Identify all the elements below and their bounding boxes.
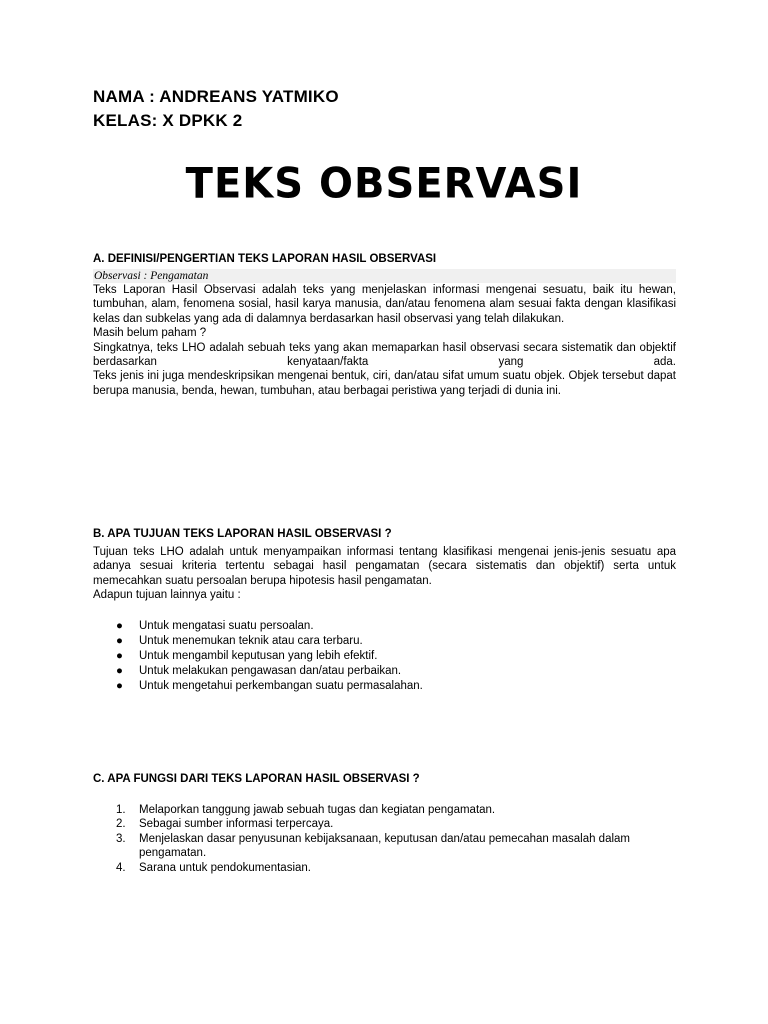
name-line: NAMA : ANDREANS YATMIKO	[93, 87, 339, 106]
section-b	[93, 527, 676, 694]
bullet-icon: ●	[116, 649, 123, 662]
section-a-heading: A. DEFINISI/PENGERTIAN TEKS LAPORAN HASIL OBSERVASI	[93, 253, 437, 265]
bullet-icon: ●	[116, 664, 123, 677]
section-c	[93, 772, 676, 875]
list-item: ● Untuk mengatasi suatu persoalan.	[116, 619, 314, 632]
list-item: ● Untuk mengambil keputusan yang lebih efektif.	[116, 649, 378, 662]
list-item: ● Untuk menemukan teknik atau cara terbaru.	[116, 634, 363, 647]
section-a-paragraph-4: Teks jenis ini juga mendeskripsikan mengenai bentuk, ciri, dan/atau sifat umum suatu objek. Objek tersebut dapat berupa manusia, benda, hewan, tumbuhan, atau berbagai peristiwa yang terjadi di dunia ini.	[93, 370, 676, 397]
bullet-icon: ●	[116, 634, 123, 647]
section-b-paragraph-1: Tujuan teks LHO adalah untuk menyampaikan informasi tentang klasifikasi mengenai jenis-jenis sesuatu apa adanya sesuai kriteria tertentu sebagai hasil pengamatan (secara sistematis dan objektif) serta untuk memecahkan suatu persoalan berupa hipotesis hasil pengamatan.	[93, 546, 676, 587]
bullet-icon: ●	[116, 679, 123, 692]
section-a	[93, 252, 676, 398]
goals-list	[93, 619, 676, 694]
section-a-paragraph-2: Masih belum paham ?	[93, 327, 207, 340]
list-item: ● Untuk melakukan pengawasan dan/atau perbaikan.	[116, 664, 402, 677]
functions-list	[93, 803, 676, 875]
section-a-paragraph-3: Singkatnya, teks LHO adalah sebuah teks yang akan memaparkan hasil observasi secara sistematik dan objektif berdasarkan kenyataan/fakta yang ada.	[93, 341, 676, 369]
section-c-heading: C. APA FUNGSI DARI TEKS LAPORAN HASIL OBSERVASI ?	[93, 773, 420, 785]
section-b-heading: B. APA TUJUAN TEKS LAPORAN HASIL OBSERVASI ?	[93, 528, 392, 540]
section-b-paragraph-2: Adapun tujuan lainnya yaitu :	[93, 589, 241, 602]
list-item: 4. Sarana untuk pendokumentasian.	[116, 861, 311, 874]
list-item: 3. Menjelaskan dasar penyusunan kebijaksanaan, keputusan dan/atau pemecahan masalah dalam pengamatan.	[116, 832, 631, 860]
observasi-label: Observasi : Pengamatan	[93, 269, 676, 283]
section-a-paragraph-1: Teks Laporan Hasil Observasi adalah teks yang menjelaskan informasi mengenai sesuatu, baik itu hewan, tumbuhan, alam, fenomena sosial, hasil karya manusia, dan/atau fenomena alam sesuai fakta dengan klasifikasi kelas dan subkelas yang ada di dalamnya berdasarkan hasil observasi yang telah dilakukan.	[93, 284, 676, 325]
list-item: 1. Melaporkan tanggung jawab sebuah tugas dan kegiatan pengamatan.	[116, 804, 496, 816]
list-item: ● Untuk mengetahui perkembangan suatu permasalahan.	[116, 679, 423, 692]
bullet-icon: ●	[116, 619, 123, 632]
class-line: KELAS: X DPKK 2	[93, 111, 243, 130]
page-title: TEKS OBSERVASI	[185, 159, 583, 209]
list-item: 2. Sebagai sumber informasi terpercaya.	[116, 818, 334, 831]
